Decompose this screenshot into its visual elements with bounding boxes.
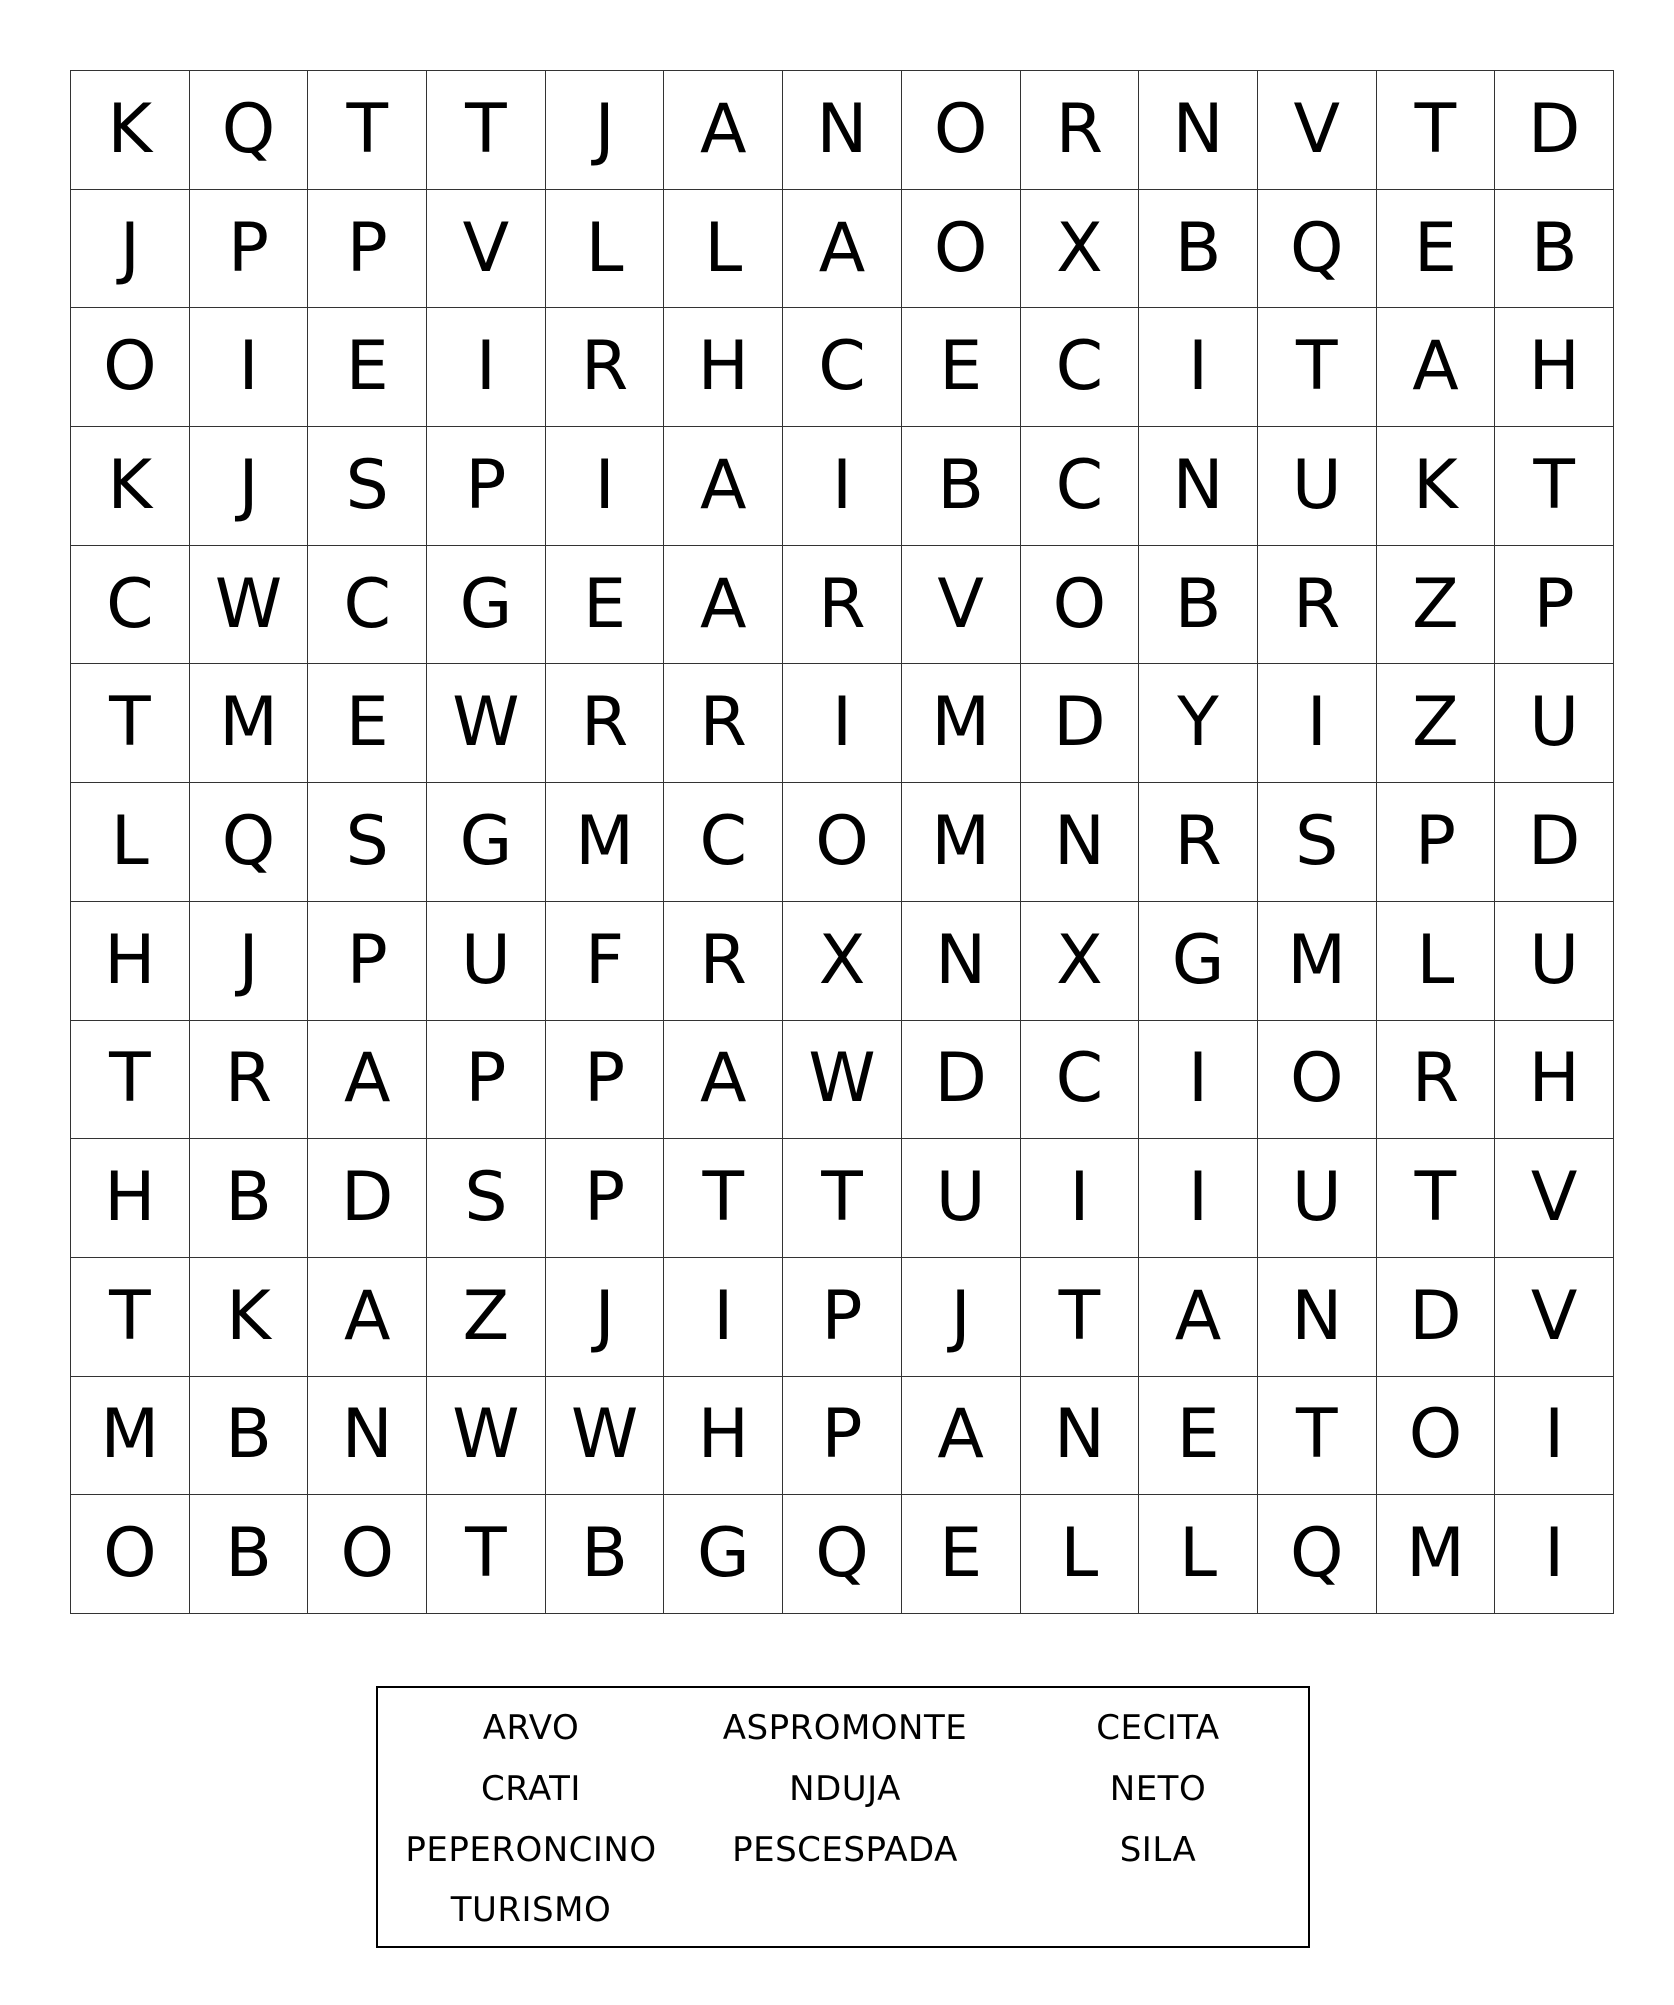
grid-cell[interactable]: T [308,71,427,190]
grid-cell[interactable]: B [902,427,1021,546]
grid-cell[interactable]: N [783,71,902,190]
grid-cell[interactable]: I [783,664,902,783]
grid-cell[interactable]: B [190,1139,309,1258]
word-list-item: PESCESPADA [732,1830,958,1870]
grid-cell[interactable]: V [1258,71,1377,190]
grid-cell[interactable]: Q [190,783,309,902]
grid-cell[interactable]: N [308,1377,427,1496]
grid-cell[interactable]: S [308,783,427,902]
grid-cell[interactable]: U [427,902,546,1021]
grid-cell[interactable]: R [546,308,665,427]
grid-cell[interactable]: P [546,1139,665,1258]
grid-cell[interactable]: A [902,1377,1021,1496]
word-list-item: ASPROMONTE [722,1708,968,1748]
grid-cell[interactable]: N [1258,1258,1377,1377]
grid-cell[interactable]: B [1139,546,1258,665]
grid-cell[interactable]: G [427,546,546,665]
grid-cell[interactable]: O [1377,1377,1496,1496]
grid-cell[interactable]: K [1377,427,1496,546]
grid-cell[interactable]: R [664,902,783,1021]
grid-cell[interactable]: B [190,1495,309,1614]
grid-cell[interactable]: H [1495,1021,1614,1140]
grid-cell[interactable]: H [664,1377,783,1496]
grid-cell[interactable]: X [783,902,902,1021]
grid-cell[interactable]: A [664,71,783,190]
grid-cell[interactable]: Q [783,1495,902,1614]
grid-cell[interactable]: P [1377,783,1496,902]
grid-cell[interactable]: M [1258,902,1377,1021]
grid-cell[interactable]: J [190,427,309,546]
grid-cell[interactable]: P [190,190,309,309]
grid-cell[interactable]: B [190,1377,309,1496]
grid-cell[interactable]: I [664,1258,783,1377]
grid-cell[interactable]: E [546,546,665,665]
grid-cell[interactable]: P [1495,546,1614,665]
grid-cell[interactable]: P [308,902,427,1021]
grid-cell[interactable]: D [1021,664,1140,783]
grid-cell[interactable]: T [1495,427,1614,546]
grid-cell[interactable]: K [71,71,190,190]
grid-cell[interactable]: B [1495,190,1614,309]
grid-cell[interactable]: C [1021,308,1140,427]
grid-cell[interactable]: E [308,308,427,427]
grid-cell[interactable]: R [1377,1021,1496,1140]
grid-cell[interactable]: A [1377,308,1496,427]
grid-cell[interactable]: T [1021,1258,1140,1377]
grid-cell[interactable]: M [1377,1495,1496,1614]
grid-cell[interactable]: N [1139,71,1258,190]
grid-cell[interactable]: C [71,546,190,665]
grid-cell[interactable]: P [427,427,546,546]
grid-cell[interactable]: J [190,902,309,1021]
grid-cell[interactable]: S [308,427,427,546]
grid-cell[interactable]: C [664,783,783,902]
grid-cell[interactable]: D [1495,783,1614,902]
grid-cell[interactable]: O [902,71,1021,190]
grid-cell[interactable]: A [783,190,902,309]
grid-cell[interactable]: I [1258,664,1377,783]
grid-cell[interactable]: H [1495,308,1614,427]
letter-grid [70,70,1614,1614]
word-list-item: CRATI [481,1769,581,1809]
grid-cell[interactable]: T [1258,1377,1377,1496]
grid-cell[interactable]: W [190,546,309,665]
grid-cell[interactable]: R [783,546,902,665]
grid-cell[interactable]: J [902,1258,1021,1377]
grid-cell[interactable]: L [1021,1495,1140,1614]
grid-cell[interactable]: O [71,1495,190,1614]
grid-cell[interactable]: X [1021,190,1140,309]
grid-cell[interactable]: V [902,546,1021,665]
grid-cell[interactable]: D [308,1139,427,1258]
grid-cell[interactable]: N [1021,783,1140,902]
grid-cell[interactable]: R [1258,546,1377,665]
grid-cell[interactable]: O [1258,1021,1377,1140]
grid-cell[interactable]: W [546,1377,665,1496]
grid-cell[interactable]: O [1021,546,1140,665]
grid-cell[interactable]: B [1139,190,1258,309]
grid-cell[interactable]: Q [190,71,309,190]
grid-cell[interactable]: A [664,546,783,665]
grid-cell[interactable]: P [783,1258,902,1377]
grid-cell[interactable]: D [902,1021,1021,1140]
grid-cell[interactable]: I [1139,308,1258,427]
grid-cell[interactable]: I [546,427,665,546]
grid-cell[interactable]: C [1021,427,1140,546]
grid-cell[interactable]: M [902,664,1021,783]
grid-cell[interactable]: N [902,902,1021,1021]
grid-cell[interactable]: O [71,308,190,427]
grid-cell[interactable]: D [1377,1258,1496,1377]
grid-cell[interactable]: E [1139,1377,1258,1496]
word-list-item: CECITA [1096,1708,1220,1748]
grid-cell[interactable]: C [308,546,427,665]
word-list-item: PEPERONCINO [405,1830,657,1870]
grid-cell[interactable]: W [427,1377,546,1496]
grid-cell[interactable]: G [1139,902,1258,1021]
grid-cell[interactable]: O [783,783,902,902]
grid-cell[interactable]: C [1021,1021,1140,1140]
grid-cell[interactable]: T [427,71,546,190]
grid-cell[interactable]: I [1495,1495,1614,1614]
grid-cell[interactable]: R [190,1021,309,1140]
grid-cell[interactable]: K [71,427,190,546]
word-list-item: ARVO [482,1708,580,1748]
word-list [376,1686,1310,1948]
grid-cell[interactable]: W [427,664,546,783]
grid-cell[interactable]: D [1495,71,1614,190]
grid-cell[interactable]: P [308,190,427,309]
grid-cell[interactable]: I [1139,1139,1258,1258]
grid-cell[interactable]: V [1495,1139,1614,1258]
word-list-item: SILA [1119,1830,1197,1870]
grid-cell[interactable]: W [783,1021,902,1140]
grid-cell[interactable]: T [1377,71,1496,190]
grid-cell[interactable]: F [546,902,665,1021]
grid-cell[interactable]: R [546,664,665,783]
grid-cell[interactable]: T [664,1139,783,1258]
grid-cell[interactable]: T [1377,1139,1496,1258]
grid-cell[interactable]: E [1377,190,1496,309]
grid-cell[interactable]: T [71,1258,190,1377]
grid-cell[interactable]: H [71,1139,190,1258]
grid-cell[interactable]: L [71,783,190,902]
grid-cell[interactable]: Z [1377,546,1496,665]
grid-cell[interactable]: P [427,1021,546,1140]
grid-cell[interactable]: B [546,1495,665,1614]
grid-cell[interactable]: I [190,308,309,427]
grid-cell[interactable]: M [190,664,309,783]
grid-cell[interactable]: E [308,664,427,783]
grid-cell[interactable]: V [427,190,546,309]
grid-cell[interactable]: T [71,664,190,783]
grid-cell[interactable]: U [902,1139,1021,1258]
grid-cell[interactable]: L [1377,902,1496,1021]
grid-cell[interactable]: I [1021,1139,1140,1258]
grid-cell[interactable]: U [1258,1139,1377,1258]
grid-cell[interactable]: I [1495,1377,1614,1496]
grid-cell[interactable]: P [546,1021,665,1140]
grid-cell[interactable]: G [427,783,546,902]
grid-cell[interactable]: Z [1377,664,1496,783]
grid-cell[interactable]: A [664,427,783,546]
grid-cell[interactable]: R [1021,71,1140,190]
grid-cell[interactable]: O [308,1495,427,1614]
grid-cell[interactable]: T [71,1021,190,1140]
grid-cell[interactable]: L [546,190,665,309]
grid-cell[interactable]: K [190,1258,309,1377]
grid-cell[interactable]: U [1495,664,1614,783]
grid-cell[interactable]: R [664,664,783,783]
grid-cell[interactable]: N [1021,1377,1140,1496]
grid-cell[interactable]: I [1139,1021,1258,1140]
grid-cell[interactable]: R [1139,783,1258,902]
grid-cell[interactable]: Y [1139,664,1258,783]
grid-cell[interactable]: U [1258,427,1377,546]
grid-cell[interactable]: M [546,783,665,902]
grid-cell[interactable]: C [783,308,902,427]
grid-cell[interactable]: T [1258,308,1377,427]
grid-cell[interactable]: S [1258,783,1377,902]
grid-cell[interactable]: N [1139,427,1258,546]
grid-cell[interactable]: H [664,308,783,427]
grid-cell[interactable]: H [71,902,190,1021]
grid-cell[interactable]: X [1021,902,1140,1021]
grid-cell[interactable]: J [546,71,665,190]
grid-cell[interactable]: L [664,190,783,309]
grid-cell[interactable]: A [308,1021,427,1140]
grid-cell[interactable]: V [1495,1258,1614,1377]
grid-cell[interactable]: O [902,190,1021,309]
word-list-item: NDUJA [789,1769,901,1809]
grid-cell[interactable]: T [783,1139,902,1258]
grid-cell[interactable]: J [71,190,190,309]
grid-cell[interactable]: T [427,1495,546,1614]
grid-cell[interactable]: P [783,1377,902,1496]
grid-cell[interactable]: Q [1258,1495,1377,1614]
grid-cell[interactable]: L [1139,1495,1258,1614]
grid-cell[interactable]: Q [1258,190,1377,309]
grid-cell[interactable]: Z [427,1258,546,1377]
grid-cell[interactable]: S [427,1139,546,1258]
grid-cell[interactable]: I [427,308,546,427]
grid-cell[interactable]: I [783,427,902,546]
grid-cell[interactable]: A [1139,1258,1258,1377]
grid-cell[interactable]: E [902,308,1021,427]
grid-cell[interactable]: G [664,1495,783,1614]
word-list-item: TURISMO [450,1890,612,1930]
grid-cell[interactable]: E [902,1495,1021,1614]
grid-cell[interactable]: M [902,783,1021,902]
grid-cell[interactable]: A [308,1258,427,1377]
grid-cell[interactable]: M [71,1377,190,1496]
word-list-item: NETO [1109,1769,1207,1809]
grid-cell[interactable]: U [1495,902,1614,1021]
grid-cell[interactable]: J [546,1258,665,1377]
grid-cell[interactable]: A [664,1021,783,1140]
